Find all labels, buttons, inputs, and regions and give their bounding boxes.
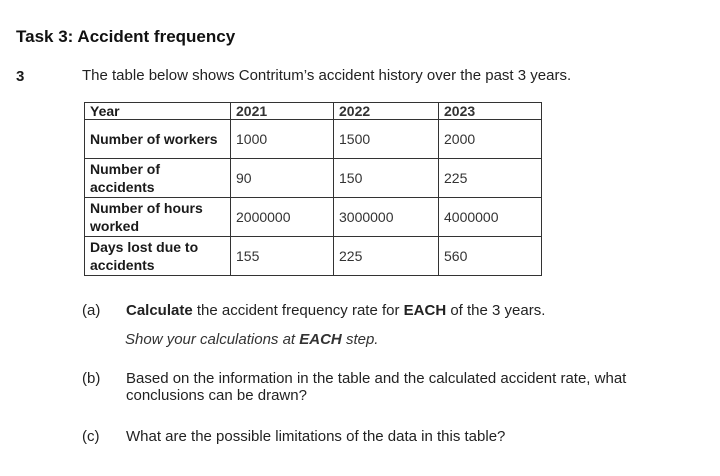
question-number: 3 [16, 68, 25, 85]
table-cell: 1500 [334, 120, 439, 159]
table-cell: 4000000 [439, 198, 542, 237]
part-a-label: (a) [82, 302, 101, 319]
table-cell: 560 [439, 237, 542, 276]
row-label: Days lost due to accidents [85, 237, 231, 276]
part-a-emphasis: EACH [403, 302, 447, 319]
table-cell: 225 [334, 237, 439, 276]
part-a-text-end: of the 3 years. [446, 302, 546, 319]
year-header: 2021 [231, 103, 334, 120]
row-label: Number of accidents [85, 159, 231, 198]
table-cell: 2000 [439, 120, 542, 159]
table-cell: 225 [439, 159, 542, 198]
question-intro: The table below shows Contritum’s accident history over the past 3 years. [82, 67, 572, 84]
table-header-row [85, 103, 542, 120]
table-corner-header: Year [85, 103, 231, 120]
row-label: Number of workers [85, 120, 231, 159]
accident-history-table [84, 102, 542, 276]
table-cell: 155 [231, 237, 334, 276]
row-label: Number of hours worked [85, 198, 231, 237]
table-cell: 90 [231, 159, 334, 198]
part-b-label: (b) [82, 370, 101, 387]
table-row [85, 237, 542, 276]
part-c-label: (c) [82, 428, 100, 445]
part-b-text: Based on the information in the table and the calculated accident rate, what conclusions can be drawn? [126, 370, 627, 404]
table-row [85, 159, 542, 198]
task-title: Task 3: Accident frequency [16, 27, 236, 46]
table-cell: 1000 [231, 120, 334, 159]
part-a-instruction [125, 331, 378, 348]
part-a-text [126, 302, 686, 319]
part-a-instruction-text: Show your calculations at [125, 331, 300, 348]
year-header: 2023 [439, 103, 542, 120]
year-header: 2022 [334, 103, 439, 120]
table-cell: 2000000 [231, 198, 334, 237]
part-a-text-mid: the accident frequency rate for [192, 302, 404, 319]
part-a-instruction-text-end: step. [341, 331, 379, 348]
table-row [85, 120, 542, 159]
table-cell: 3000000 [334, 198, 439, 237]
table-row [85, 198, 542, 237]
part-a-instruction-emphasis: EACH [299, 331, 342, 348]
part-a-emphasis: Calculate [126, 302, 193, 319]
table-cell: 150 [334, 159, 439, 198]
part-c-text: What are the possible limitations of the data in this table? [126, 428, 506, 445]
